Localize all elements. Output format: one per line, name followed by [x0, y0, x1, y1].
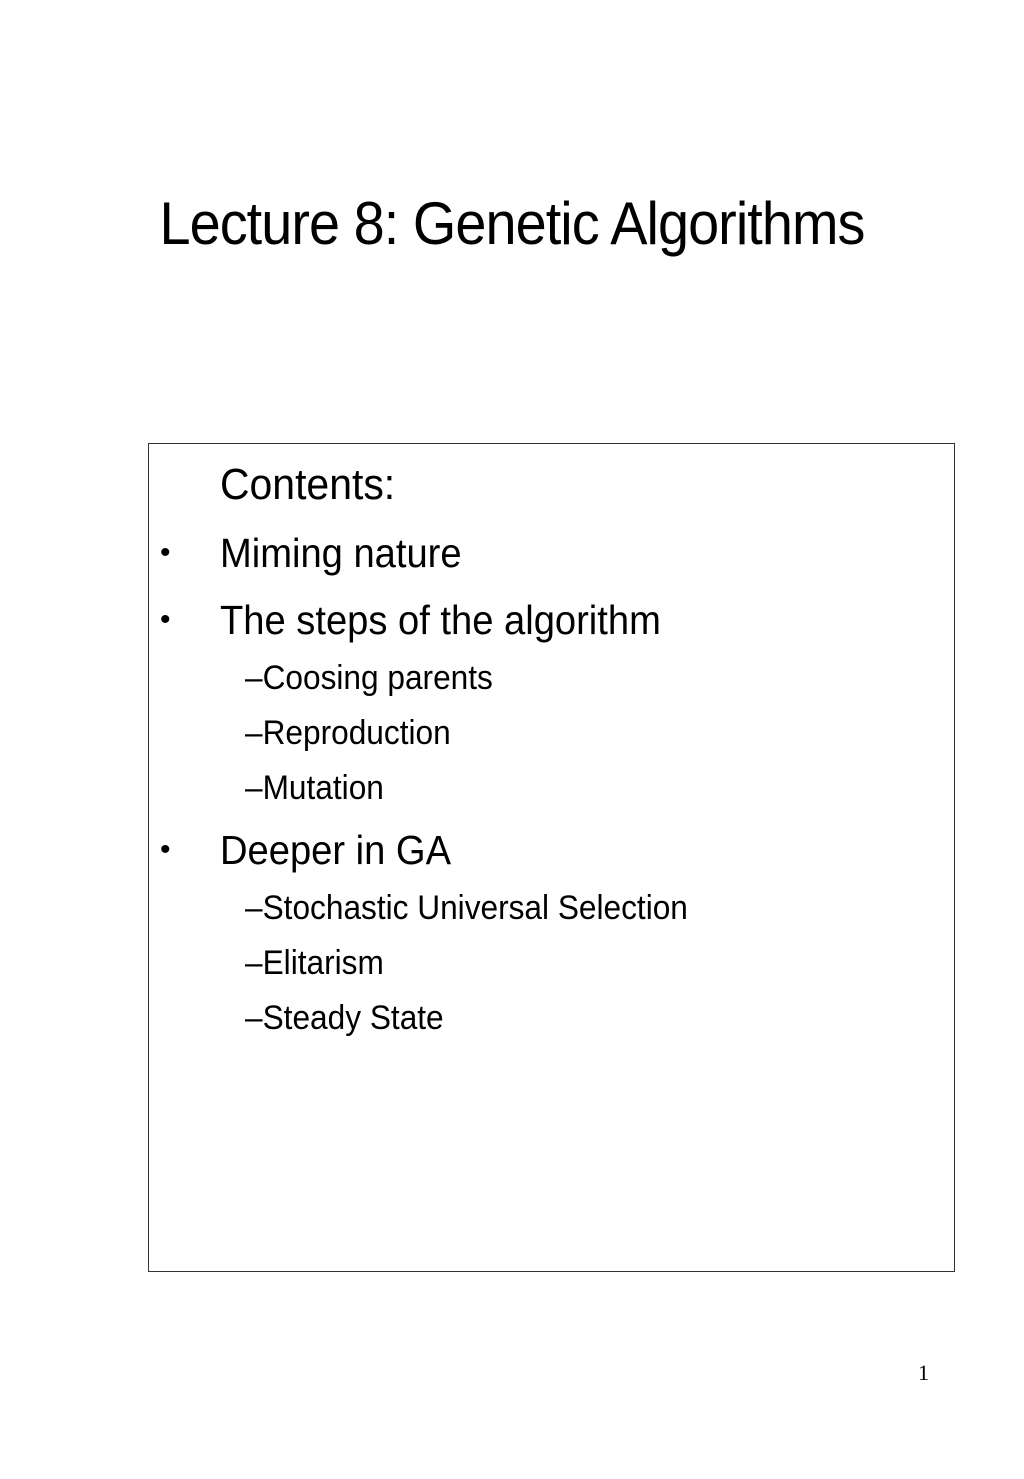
contents-heading: Contents: — [220, 460, 396, 509]
subitem-stochastic-universal-selection: –Stochastic Universal Selection — [245, 889, 688, 927]
subitem-coosing-parents: –Coosing parents — [245, 659, 493, 697]
bullet-label: Deeper in GA — [220, 827, 452, 873]
slide-title: Lecture 8: Genetic Algorithms — [159, 190, 865, 257]
bullet-label: The steps of the algorithm — [220, 597, 661, 643]
subitem-mutation: –Mutation — [245, 769, 384, 807]
subitem-steady-state: –Steady State — [245, 999, 444, 1037]
bullet-label: Miming nature — [220, 530, 462, 576]
subitem-reproduction: –Reproduction — [245, 714, 451, 752]
bullet-icon: • — [160, 833, 171, 866]
subitem-elitarism: –Elitarism — [245, 944, 384, 982]
bullet-icon: • — [160, 536, 171, 569]
page-number: 1 — [918, 1360, 929, 1385]
bullet-icon: • — [160, 603, 171, 636]
